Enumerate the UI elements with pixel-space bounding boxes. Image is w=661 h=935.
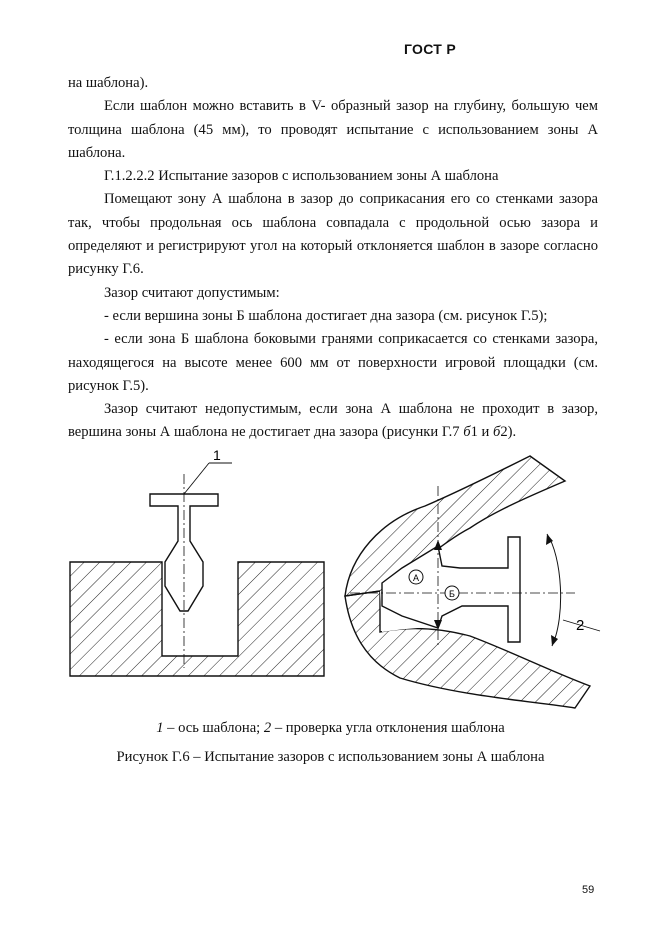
paragraph-text: 2). (500, 424, 517, 441)
page-number: 59 (582, 884, 595, 896)
label-2: 2 (576, 617, 585, 634)
figure-ref-italic: б (463, 424, 471, 441)
legend-1-num: 1 (156, 720, 164, 736)
right-gap-drawing (345, 456, 600, 708)
zone-b-label: Б (449, 589, 455, 599)
figure-caption: Рисунок Г.6 – Испытание зазоров с использованием зоны А шаблона (116, 749, 545, 765)
legend-2-text: – проверка угла отклонения шаблона (271, 720, 505, 736)
paragraph-text: 1 и (470, 424, 493, 441)
paragraph-continuation: на шаблона). (68, 75, 149, 91)
figure-g6-drawing (60, 446, 605, 716)
legend-2-num: 2 (263, 720, 272, 736)
page-header: ГОСТ Р (404, 41, 456, 57)
body-text (68, 72, 598, 445)
zone-a-label: А (412, 573, 420, 583)
paragraph: Помещают зону А шаблона в зазор до соприкасания его со стенками зазора так, чтобы продольная ось шаблона совпадала с продольной осью зазора и определяют и регистрируют угол на который отклоняется шаблон в зазоре согласно рисунку Г.6. (68, 191, 598, 278)
legend-1-text: – ось шаблона; (163, 720, 264, 736)
label-1: 1 (213, 447, 221, 463)
left-gap-drawing (70, 447, 324, 676)
paragraph (68, 398, 598, 445)
paragraph-text: Зазор считают недопустимым, если зона А шаблона не проходит в зазор, вершина зоны А шаблона не достигает дна зазора (рисунки Г.7 (68, 401, 598, 441)
section-heading: Г.1.2.2.2 Испытание зазоров с использованием зоны А шаблона (104, 168, 499, 185)
figure-legend (0, 720, 661, 737)
list-item: - если вершина зоны Б шаблона достигает дна зазора (см. рисунок Г.5); (104, 307, 548, 324)
list-item: - если зона Б шаблона боковыми гранями соприкасается со стенками зазора, находящегося на высоте менее 600 мм от поверхности игровой площадки (см. рисунок Г.5). (68, 331, 598, 394)
paragraph: Зазор считают допустимым: (104, 284, 280, 301)
figure-ref-italic: б (492, 424, 501, 441)
paragraph: Если шаблон можно вставить в V- образный зазор на глубину, большую чем толщина шаблона (45 мм), то проводят испытание с использованием зоны А шаблона. (68, 98, 598, 161)
